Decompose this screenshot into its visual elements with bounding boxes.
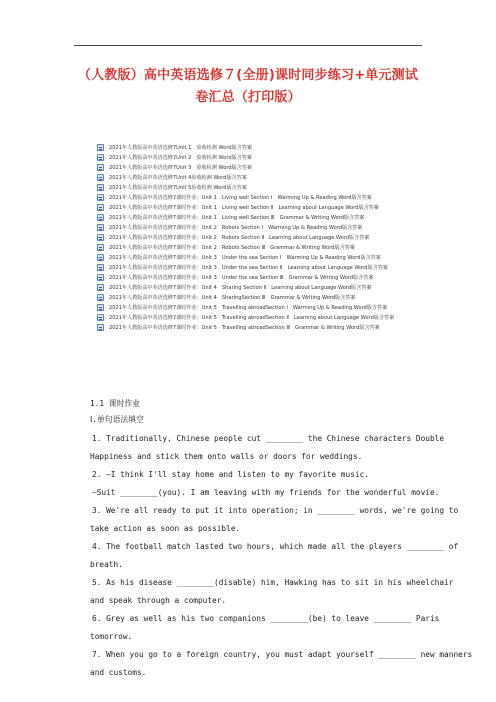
word-doc-icon <box>97 214 104 221</box>
file-item[interactable] <box>97 202 457 212</box>
file-item[interactable] <box>97 312 457 322</box>
word-doc-icon <box>97 234 104 241</box>
file-item[interactable] <box>97 212 457 222</box>
exercise-line: 6. Grey as well as his two companions ________(be) to leave ________ Paris <box>92 614 440 623</box>
file-name: 2021年人教版高中英语选修7课时作业：Unit 4 SharingSection Ⅲ Grammar & Writing Word版含答案 <box>109 294 356 301</box>
exercise-line: tomorrow. <box>90 632 133 641</box>
exercise-line: Happiness and stick them onto walls or doors for weddings. <box>90 452 363 461</box>
exercise-line: breath. <box>90 560 123 569</box>
file-name: 2021年人教版高中英语选修7课时作业：Unit 3 Under the sea Section Ⅰ Warming Up & Reading Word版含答案 <box>109 254 381 261</box>
file-item[interactable] <box>97 142 457 152</box>
word-doc-icon <box>97 264 104 271</box>
file-name: 2021年人教版高中英语选修7课时作业：Unit 2 Robots Section Ⅱ Learning about Language Word版含答案 <box>109 234 370 241</box>
file-item[interactable] <box>97 242 457 252</box>
word-doc-icon <box>97 184 104 191</box>
file-item[interactable] <box>97 282 457 292</box>
file-name: 2021年人教版高中英语选修7课时作业：Unit 1 Living well Section Ⅲ Grammar & Writing Word版含答案 <box>109 214 365 221</box>
word-doc-icon <box>97 314 104 321</box>
file-item[interactable] <box>97 172 457 182</box>
exercise-line: 5. As his disease ________(disable) him, Hawking has to sit in his wheelchair <box>92 578 454 587</box>
word-doc-icon <box>97 274 104 281</box>
word-doc-icon <box>97 154 104 161</box>
exercise-line: 4. The football match lasted two hours, which made all the players ________ of <box>92 542 459 551</box>
word-doc-icon <box>97 244 104 251</box>
word-doc-icon <box>97 204 104 211</box>
file-item[interactable] <box>97 252 457 262</box>
exercise-line: 7. When you go to a foreign country, you must adapt yourself ________ new manners <box>92 650 473 659</box>
file-name: 2021年人教版高中英语选修7课时作业：Unit 1 Living well Section Ⅱ Learning about Language Word版含答案 <box>109 204 379 211</box>
file-name: 2021年人教版高中英语选修7课时作业：Unit 1 Living well Section Ⅰ Warming Up & Reading Word版含答案 <box>109 194 372 201</box>
word-doc-icon <box>97 144 104 151</box>
file-item[interactable] <box>97 302 457 312</box>
file-item[interactable] <box>97 192 457 202</box>
file-name: 2021年人教版高中英语选修7Unit 5验收检测 Word版含答案 <box>109 184 247 191</box>
word-doc-icon <box>97 224 104 231</box>
word-doc-icon <box>97 174 104 181</box>
word-doc-icon <box>97 294 104 301</box>
exercise-line: 2. —I think I'll stay home and listen to my favorite music. <box>92 470 369 479</box>
file-name: 2021年人教版高中英语选修7Unit 3 验收检测 Word版含答案 <box>109 164 252 171</box>
word-doc-icon <box>97 304 104 311</box>
file-name: 2021年人教版高中英语选修7课时作业：Unit 5 Travelling abroadSection Ⅰ Warming Up & Reading Word版含答案 <box>109 304 388 311</box>
word-doc-icon <box>97 254 104 261</box>
lesson-heading: 1.1 课时作业 <box>90 399 140 408</box>
file-name: 2021年人教版高中英语选修7Unit 1 验收检测 Word版含答案 <box>109 144 252 151</box>
word-doc-icon <box>97 164 104 171</box>
file-item[interactable] <box>97 292 457 302</box>
exercise-line: 1. Traditionally, Chinese people cut ________ the Chinese characters Double <box>92 434 445 443</box>
document-title-line-1: （人教版）高中英语选修７(全册)课时同步练习+单元测试 <box>77 68 419 83</box>
header-rule <box>74 45 422 46</box>
file-item[interactable] <box>97 152 457 162</box>
file-item[interactable] <box>97 322 457 332</box>
word-doc-icon <box>97 284 104 291</box>
exercise-line: 3. We're all ready to put it into operation; in ________ words, we're going to <box>92 506 459 515</box>
file-item[interactable] <box>97 232 457 242</box>
file-name: 2021年人教版高中英语选修7课时作业：Unit 3 Under the sea Section Ⅲ Grammar & Writing Word版含答案 <box>109 274 374 281</box>
word-doc-icon <box>97 324 104 331</box>
exercise-line: take action as soon as possible. <box>90 524 241 533</box>
file-name: 2021年人教版高中英语选修7Unit 2 验收检测 Word版含答案 <box>109 154 252 161</box>
word-doc-icon <box>97 194 104 201</box>
file-name: 2021年人教版高中英语选修7课时作业：Unit 4 Sharing Section Ⅱ Learning about Language Word版含答案 <box>109 284 372 291</box>
file-name: 2021年人教版高中英语选修7课时作业：Unit 3 Under the sea Section Ⅱ Learning about Language Word版含答案 <box>109 264 388 271</box>
file-list <box>97 142 457 332</box>
file-item[interactable] <box>97 222 457 232</box>
file-name: 2021年人教版高中英语选修7课时作业：Unit 2 Robots Section Ⅰ Warming Up & Reading Word版含答案 <box>109 224 363 231</box>
file-name: 2021年人教版高中英语选修7课时作业：Unit 5 Travelling abroadSection Ⅲ Grammar & Writing Word版含答案 <box>109 324 380 331</box>
file-name: 2021年人教版高中英语选修7课时作业：Unit 2 Robots Section Ⅲ Grammar & Writing Word版含答案 <box>109 244 355 251</box>
file-item[interactable] <box>97 272 457 282</box>
exercise-line: and customs. <box>90 668 147 677</box>
file-name: 2021年人教版高中英语选修7Unit 4验收检测 Word版含答案 <box>109 174 247 181</box>
section-heading: Ⅰ.单句语法填空 <box>90 415 144 424</box>
exercise-line: and speak through a computer. <box>90 596 227 605</box>
exercise-line: —Suit ________(you). I am leaving with my friends for the wonderful movie. <box>92 488 440 497</box>
file-item[interactable] <box>97 182 457 192</box>
file-item[interactable] <box>97 162 457 172</box>
file-item[interactable] <box>97 262 457 272</box>
file-name: 2021年人教版高中英语选修7课时作业：Unit 5 Travelling abroadSection Ⅱ Learning about Language Word版含答案 <box>109 314 395 321</box>
document-title-line-2: 卷汇总（打印版） <box>195 90 301 105</box>
